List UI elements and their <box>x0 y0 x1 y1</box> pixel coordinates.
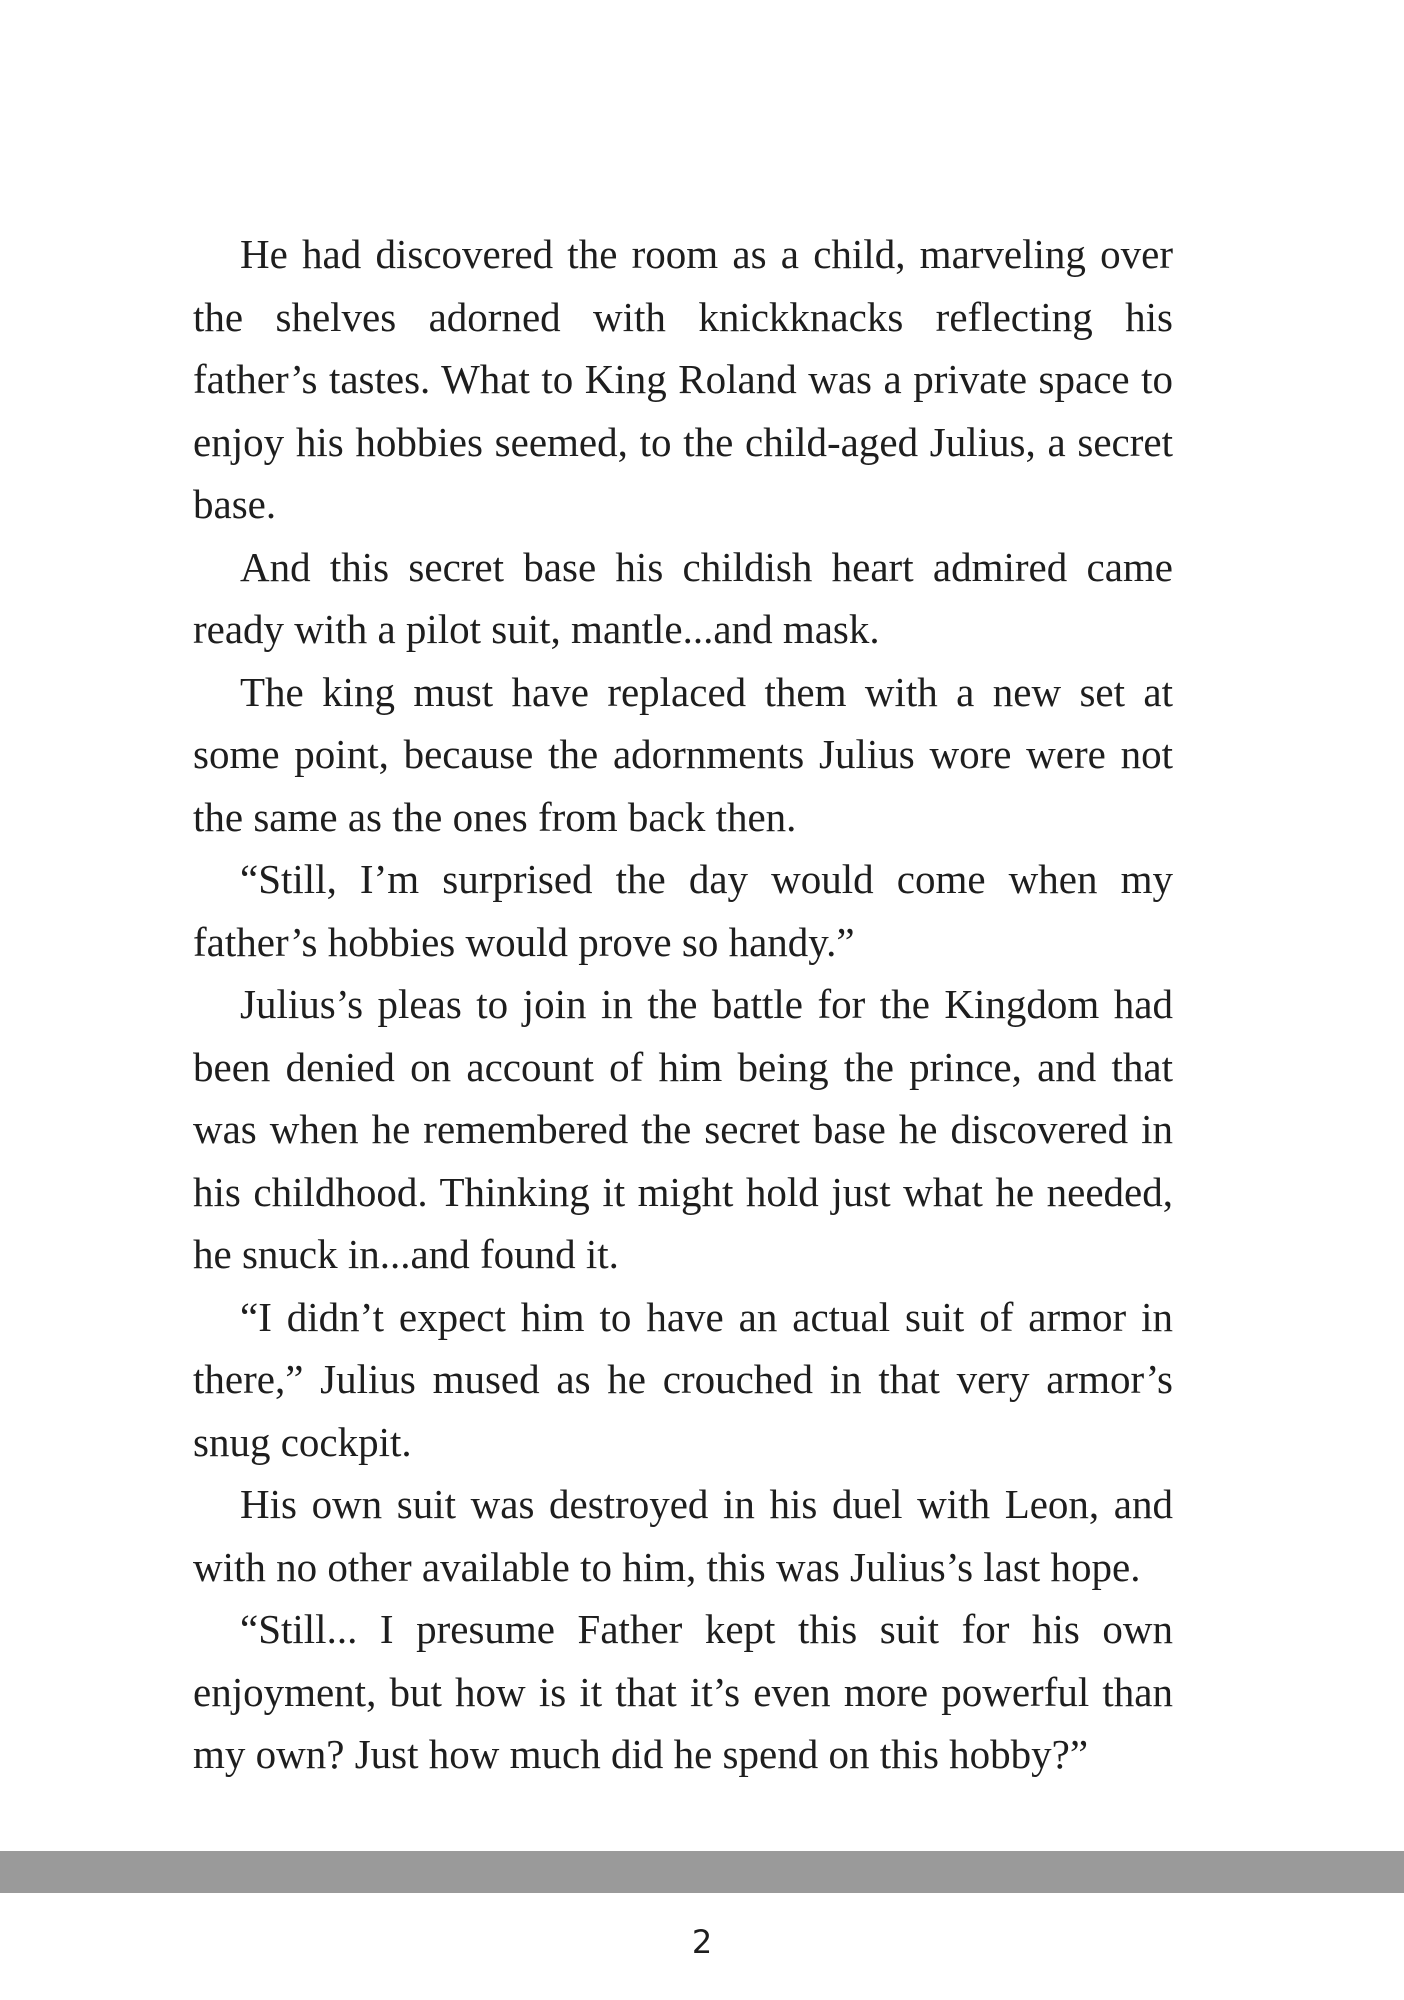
paragraph: The king must have replaced them with a new set at some point, because the adornments Julius wore were not the same as the ones from back then. <box>193 668 1173 840</box>
paragraph: “Still... I presume Father kept this suit for his own enjoyment, but how is it that it’s even more powerful than my own? Just how much did he spend on this hobby?” <box>193 1606 1173 1777</box>
footer-bar <box>0 1851 1404 1893</box>
body-text <box>193 223 1173 1786</box>
paragraph: He had discovered the room as a child, marveling over the shelves adorned with knickknacks reflecting his father’s tastes. What to King Roland was a private space to enjoy his hobbies seemed, to the child-aged Julius, a secret base. <box>193 231 1173 527</box>
paragraph: “Still, I’m surprised the day would come when my father’s hobbies would prove so handy.” <box>193 856 1173 965</box>
paragraph: His own suit was destroyed in his duel with Leon, and with no other available to him, this was Julius’s last hope. <box>193 1481 1173 1590</box>
paragraph: Julius’s pleas to join in the battle for the Kingdom had been denied on account of him being the prince, and that was when he remembered the secret base he discovered in his childhood. Thinking it might hold just what he needed, he snuck in...and found it. <box>193 981 1173 1277</box>
paragraph: And this secret base his childish heart admired came ready with a pilot suit, mantle...and mask. <box>193 543 1173 652</box>
page-number: 2 <box>691 1923 713 1961</box>
paragraph: “I didn’t expect him to have an actual suit of armor in there,” Julius mused as he crouched in that very armor’s snug cockpit. <box>193 1293 1173 1465</box>
